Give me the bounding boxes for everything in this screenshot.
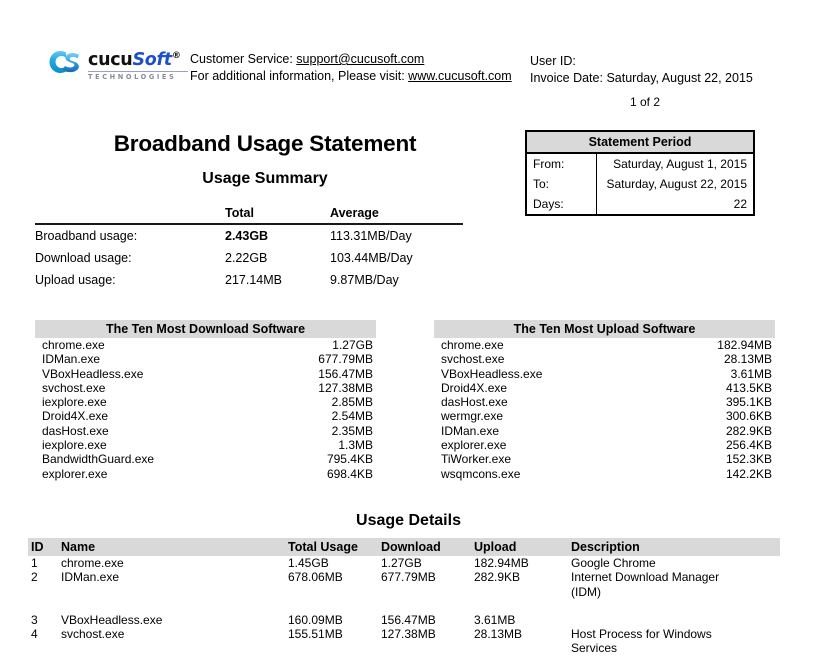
cell-description: [571, 570, 771, 599]
usage-summary-row-label: Upload usage:: [35, 273, 116, 287]
usage-summary-row: [35, 225, 463, 247]
support-email-link[interactable]: support@cucusoft.com: [296, 52, 425, 66]
statement-period-to-value: Saturday, August 22, 2015: [606, 177, 747, 191]
list-item: [434, 409, 775, 423]
usage-summary-title: Usage Summary: [202, 170, 328, 187]
cell-download: 1.27GB: [381, 556, 422, 570]
cell-download: 677.79MB: [381, 570, 436, 585]
software-name: wsqmcons.exe: [441, 466, 521, 481]
table-row: [28, 627, 780, 656]
top-upload-software-table: [434, 320, 775, 481]
software-value: 3.61MB: [730, 366, 772, 381]
usage-summary-header-row: [35, 202, 463, 223]
top-download-software-table: [35, 320, 376, 481]
software-name: chrome.exe: [42, 338, 105, 352]
invoice-date-line: [530, 70, 753, 87]
cell-download: 127.38MB: [381, 627, 436, 642]
list-item: [35, 438, 376, 452]
column-header-description: Description: [571, 540, 640, 554]
list-item: [434, 438, 775, 452]
usage-summary-row-total: 2.22GB: [225, 251, 268, 265]
website-link[interactable]: www.cucusoft.com: [408, 69, 512, 83]
software-name: IDMan.exe: [42, 352, 101, 367]
list-item: [35, 467, 376, 481]
additional-info-line: [190, 68, 512, 85]
software-value: 1.27GB: [332, 338, 373, 352]
customer-service-label: Customer Service:: [190, 52, 293, 66]
software-value: 395.1KB: [725, 395, 772, 410]
software-value: 182.94MB: [717, 338, 772, 352]
list-item: [35, 424, 376, 438]
table-row: [28, 570, 780, 599]
cell-upload: 28.13MB: [474, 627, 523, 642]
cell-description-line1: Host Process for Windows: [571, 627, 712, 642]
software-value: 698.4KB: [326, 466, 373, 481]
invoice-date-label: Invoice Date:: [530, 71, 603, 85]
software-name: iexplore.exe: [42, 395, 107, 410]
software-value: 28.13MB: [723, 352, 772, 367]
software-name: dasHost.exe: [441, 395, 508, 410]
cell-description-line1: Internet Download Manager: [571, 570, 720, 585]
cell-download: 156.47MB: [381, 612, 436, 627]
usage-summary-row-average: 103.44MB/Day: [330, 251, 413, 265]
software-value: 2.85MB: [331, 395, 373, 410]
cell-id: 2: [31, 570, 38, 585]
column-header-name: Name: [61, 540, 96, 554]
software-value: 1.3MB: [338, 438, 373, 453]
table-row: [28, 613, 780, 627]
software-value: 2.54MB: [331, 409, 373, 424]
software-value: 282.9KB: [725, 423, 772, 438]
user-id-label: User ID:: [530, 54, 576, 68]
cell-total-usage: 678.06MB: [288, 570, 343, 585]
usage-summary-row-average: 9.87MB/Day: [330, 273, 399, 287]
statement-period-from-row: [527, 154, 753, 174]
statement-period-heading: Statement Period: [527, 132, 753, 154]
cell-description: [571, 556, 771, 570]
usage-summary-table: [35, 202, 463, 291]
list-item: [434, 452, 775, 466]
software-name: Droid4X.exe: [441, 380, 508, 395]
usage-summary-row-total: 217.14MB: [225, 273, 282, 287]
top-upload-heading: The Ten Most Upload Software: [434, 320, 775, 338]
cucusoft-logo: [40, 46, 185, 82]
software-name: Droid4X.exe: [42, 409, 109, 424]
registered-mark-icon: ®: [171, 51, 181, 61]
statement-period-days-value: 22: [733, 197, 747, 211]
usage-summary-col-average: Average: [330, 205, 379, 220]
invoice-date-value: Saturday, August 22, 2015: [606, 71, 753, 85]
list-item: [35, 395, 376, 409]
list-item: [35, 367, 376, 381]
cell-name: IDMan.exe: [61, 570, 120, 585]
list-item: [35, 352, 376, 366]
software-name: svchost.exe: [441, 352, 505, 367]
cell-upload: 282.9KB: [474, 570, 521, 585]
column-header-id: ID: [31, 540, 44, 554]
table-row: [28, 556, 780, 570]
software-name: explorer.exe: [441, 438, 507, 453]
list-item: [434, 381, 775, 395]
cell-total-usage: 1.45GB: [288, 556, 329, 570]
software-name: iexplore.exe: [42, 438, 107, 453]
software-value: 142.2KB: [725, 466, 772, 481]
page-indicator: 1 of 2: [629, 95, 661, 109]
user-id-line: [530, 53, 753, 70]
additional-info-label: For additional information, Please visit:: [190, 69, 405, 83]
contact-info: [190, 51, 512, 85]
cell-description-line1: Google Chrome: [571, 556, 656, 570]
cucusoft-logo-icon: [40, 48, 86, 76]
software-value: 413.5KB: [725, 380, 772, 395]
software-name: explorer.exe: [42, 466, 108, 481]
cell-description: [571, 613, 771, 627]
account-info: [530, 53, 753, 87]
software-name: wermgr.exe: [441, 409, 504, 424]
statement-period-from-value: Saturday, August 1, 2015: [613, 157, 747, 171]
statement-period-to-label: To:: [527, 174, 597, 194]
list-item: [434, 367, 775, 381]
list-item: [434, 395, 775, 409]
usage-summary-row-label: Download usage:: [35, 251, 132, 265]
cell-description-line2: (IDM): [571, 584, 601, 599]
statement-period-days-row: [527, 194, 753, 214]
top-download-heading: The Ten Most Download Software: [35, 320, 376, 338]
logo-wordmark: [88, 46, 188, 80]
row-spacer: [28, 599, 780, 613]
cell-description-line2: Services: [571, 641, 618, 656]
cell-name: VBoxHeadless.exe: [61, 612, 163, 627]
software-name: dasHost.exe: [42, 423, 109, 438]
software-value: 795.4KB: [326, 452, 373, 467]
column-header-upload: Upload: [474, 540, 517, 554]
list-item: [35, 338, 376, 352]
list-item: [434, 424, 775, 438]
usage-summary-col-total: Total: [225, 205, 254, 220]
customer-service-line: [190, 51, 512, 68]
list-item: [35, 409, 376, 423]
usage-details-table: [28, 538, 780, 656]
logo-tagline: TECHNOLOGIES: [88, 71, 188, 81]
software-value: 152.3KB: [725, 452, 772, 467]
cell-name: svchost.exe: [61, 627, 125, 642]
software-name: svchost.exe: [42, 380, 106, 395]
cell-upload: 3.61MB: [474, 612, 516, 627]
usage-summary-row: [35, 247, 463, 269]
list-item: [35, 452, 376, 466]
statement-period-box: [525, 130, 755, 216]
usage-summary-row-average: 113.31MB/Day: [330, 229, 412, 243]
usage-summary-row-label: Broadband usage:: [35, 229, 138, 243]
cell-total-usage: 160.09MB: [288, 612, 343, 627]
cell-description: [571, 627, 771, 656]
software-value: 256.4KB: [725, 438, 772, 453]
usage-summary-row-total: 2.43GB: [225, 229, 269, 243]
software-name: VBoxHeadless.exe: [441, 366, 543, 381]
software-value: 127.38MB: [318, 380, 373, 395]
statement-period-days-label: Days:: [527, 194, 597, 214]
software-name: IDMan.exe: [441, 423, 500, 438]
cell-id: 4: [31, 627, 38, 642]
list-item: [434, 338, 775, 352]
cell-upload: 182.94MB: [474, 556, 529, 570]
cell-id: 3: [31, 612, 38, 627]
list-item: [434, 352, 775, 366]
cell-id: 1: [31, 556, 38, 570]
usage-details-header-row: [28, 538, 780, 556]
software-name: BandwidthGuard.exe: [42, 452, 155, 467]
column-header-total-usage: Total Usage: [288, 540, 358, 554]
usage-details-title: Usage Details: [356, 512, 461, 529]
page-title: Broadband Usage Statement: [113, 131, 417, 156]
list-item: [35, 381, 376, 395]
software-value: 677.79MB: [318, 352, 373, 367]
logo-name-part2: Soft: [132, 49, 172, 70]
column-header-download: Download: [381, 540, 441, 554]
usage-summary-row: [35, 269, 463, 291]
cell-total-usage: 155.51MB: [288, 627, 343, 642]
page-header: [0, 0, 817, 115]
statement-period-from-label: From:: [527, 154, 597, 174]
software-name: chrome.exe: [441, 338, 504, 352]
software-value: 300.6KB: [725, 409, 772, 424]
software-value: 156.47MB: [318, 366, 373, 381]
software-value: 2.35MB: [331, 423, 373, 438]
statement-period-to-row: [527, 174, 753, 194]
list-item: [434, 467, 775, 481]
software-name: VBoxHeadless.exe: [42, 366, 144, 381]
logo-name: [88, 46, 188, 71]
software-name: TiWorker.exe: [441, 452, 512, 467]
logo-name-part1: cucu: [88, 49, 133, 70]
cell-name: chrome.exe: [61, 556, 124, 570]
